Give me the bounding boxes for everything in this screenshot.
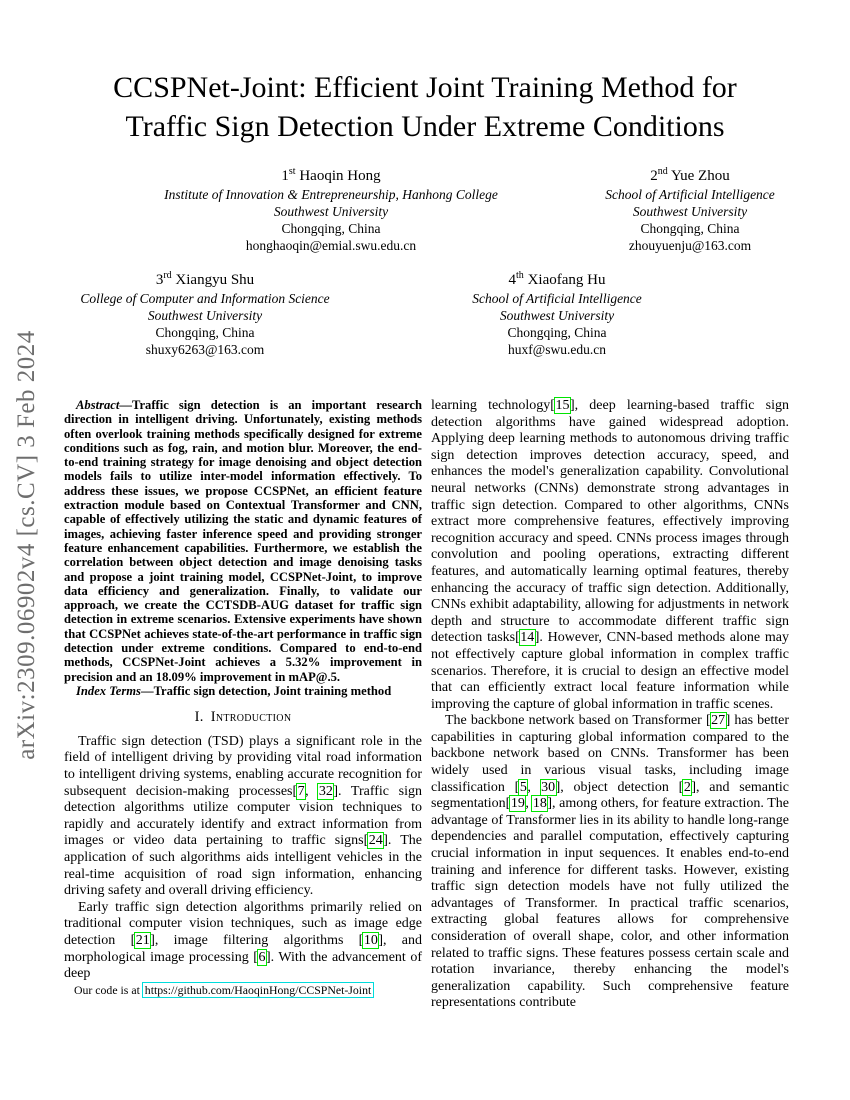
citation-ref[interactable]: 6 (258, 949, 266, 965)
index-terms-label: Index Terms (76, 683, 141, 698)
citation-ref[interactable]: 14 (520, 630, 535, 646)
right-column (431, 398, 790, 1011)
citation-ref[interactable]: 24 (368, 833, 383, 849)
citation-ref[interactable]: 27 (711, 713, 726, 729)
citation-ref[interactable]: 2 (683, 779, 691, 795)
citation-ref[interactable]: 21 (135, 932, 150, 948)
arxiv-watermark: arXiv:2309.06902v4 [cs.CV] 3 Feb 2024 (13, 330, 40, 760)
author-block-1 (164, 162, 498, 254)
author-university: Southwest University (632, 204, 748, 219)
author-city: Chongqing, China (507, 325, 607, 340)
citation-ref[interactable]: 19 (510, 796, 525, 812)
author-university: Southwest University (499, 308, 615, 323)
author-email: huxf@swu.edu.cn (508, 342, 606, 357)
author-block-4 (472, 266, 642, 358)
author-department: Institute of Innovation & Entrepreneurship, Hanhong College (164, 187, 498, 202)
author-block-2 (605, 162, 775, 254)
paper-title (0, 68, 850, 146)
author-block-3 (80, 266, 329, 358)
author-university: Southwest University (273, 204, 389, 219)
citation-ref[interactable]: 5 (519, 779, 527, 795)
citation-ref[interactable]: 30 (541, 779, 556, 795)
author-department: College of Computer and Information Science (80, 291, 330, 306)
author-name: 3rd Xiangyu Shu (155, 270, 255, 288)
left-column (64, 398, 422, 1002)
citation-ref[interactable]: 18 (532, 796, 547, 812)
intro-paragraph-1: Traffic sign detection (TSD) plays a significant role in the field of intelligent driving by providing vital road information to intelligent driving systems, enabling accurate recognition for subsequent decision-making processes[7, 32]. Traffic sign detection algorithms utilize computer vision techniques to rapidly and accurately identify and extract information from images or video data pertaining to traffic signs[24]. The application of such algorithms aids intelligent vehicles in the real-time acquisition of road sign information, enhancing driving safety and overall driving efficiency. (64, 733, 423, 899)
citation-ref[interactable]: 15 (555, 398, 570, 413)
abstract-label: Abstract (76, 398, 120, 412)
author-name: 4th Xiaofang Hu (508, 270, 606, 288)
index-terms: Index Terms—Traffic sign detection, Joint training method (76, 683, 392, 698)
abstract-paragraph: Abstract—Traffic sign detection is an important research direction in intelligent driving. Unfortunately, existing methods often overlook training methods specifically designed for extreme conditions such as fog, rain, and motion blur. Moreover, the end-to-end training strategy for image denoising and object detection models fails to utilize inter-model information effectively. To address these issues, we propose CCSPNet, an efficient feature extraction module based on Contextual Transformer and CNN, capable of effectively utilizing the static and dynamic features of images, achieving faster inference speed and providing stronger feature enhancement capabilities. Furthermore, we establish the correlation between object detection and image denoising tasks and propose a joint training model, CCSPNet-Joint, to improve data efficiency and generalization. Finally, to validate our approach, we create the CCTSDB-AUG dataset for traffic sign detection in extreme scenarios. Extensive experiments have shown that CCSPNet achieves state-of-the-art performance in traffic sign detection under extreme conditions. Compared to end-to-end methods, CCSPNet-Joint achieves a 5.32% improvement in precision and an 18.09% improvement in mAP@.5. (64, 398, 422, 684)
paper-title-line2: Traffic Sign Detection Under Extreme Conditions (125, 110, 725, 143)
intro-paragraph-3: The backbone network based on Transformer [27] has better capabilities in capturing global information compared to the backbone network based on CNNs. Transformer has been widely used in various visual tasks, including image classification [5, 30], object detection [2], and semantic segmentation[19, 18], among others, for feature extraction. The advantage of Transformer lies in its ability to handle long-range dependencies and parallel computation, effectively capturing crucial information in input sequences. It enables end-to-end training and inference for different tasks. However, existing traffic sign detection models have not fully utilized the advantages of Transformer. In practical traffic scenarios, extracting global features allows for comprehensive consideration of overall shape, color, and other information related to traffic signs. These features possess certain scale and rotation invariance, thereby enhancing the model's generalization capability. Such comprehensive feature representations contribute (431, 713, 790, 1011)
citation-ref[interactable]: 10 (363, 932, 378, 948)
author-department: School of Artificial Intelligence (605, 187, 775, 202)
paper-title-line1: CCSPNet-Joint: Efficient Joint Training Method for (113, 71, 737, 104)
author-email: shuxy6263@163.com (145, 342, 265, 357)
author-name: 2nd Yue Zhou (650, 166, 730, 184)
citation-ref[interactable]: 7 (297, 783, 305, 799)
author-email: honghaoqin@emial.swu.edu.cn (245, 238, 417, 253)
author-name: 1st Haoqin Hong (281, 166, 381, 184)
author-email: zhouyuenju@163.com (628, 238, 752, 253)
citation-ref[interactable]: 32 (318, 783, 333, 799)
section-heading-introduction: I. Introduction (194, 709, 292, 726)
github-link[interactable]: https://github.com/HaoqinHong/CCSPNet-Joint (144, 983, 372, 997)
author-city: Chongqing, China (155, 325, 255, 340)
author-city: Chongqing, China (281, 221, 381, 236)
author-university: Southwest University (147, 308, 263, 323)
intro-paragraph-2-continued: learning technology[15], deep learning-based traffic sign detection algorithms have gained widespread adoption. Applying deep learning methods to autonomous driving traffic sign detection improves detection accuracy, speed, and enhances the model's generalization capability. Convolutional neural networks (CNNs) demonstrate strong advantages in traffic sign detection. Compared to other algorithms, CNNs extract more comprehensive features, effectively improving recognition accuracy and speed. CNNs process images through convolution and pooling operations, extracting different features, and automatically learning optimal features, thereby enhancing the accuracy of traffic sign detection. Additionally, CNNs exhibit adaptability, allowing for adjustments in network depth and structure to accommodate different traffic sign detection tasks[14]. However, CNN-based methods alone may not effectively capture global information in complex traffic scenarios. Therefore, it is crucial to design an effective model that can efficiently extract local feature information while improving the capture of global information in traffic scenes. (431, 398, 789, 712)
code-footnote: Our code is at https://github.com/HaoqinHong/CCSPNet-Joint (74, 983, 372, 997)
author-department: School of Artificial Intelligence (472, 291, 642, 306)
author-city: Chongqing, China (640, 221, 740, 236)
intro-paragraph-2: Early traffic sign detection algorithms primarily relied on traditional computer vision techniques, such as image edge detection [21], image filtering algorithms [10], and morphological image processing [6]. With the advancement of deep (64, 899, 422, 982)
